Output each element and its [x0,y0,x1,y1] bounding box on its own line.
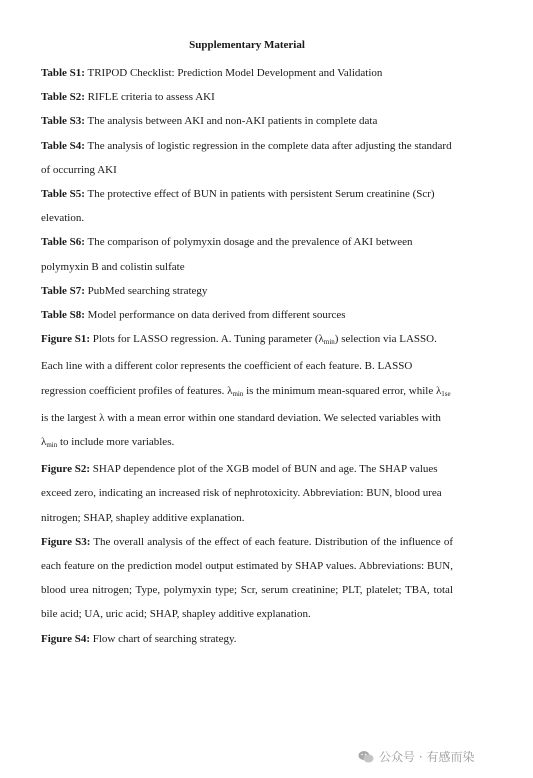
entry-label: Figure S3: [41,535,91,548]
entry-text: TRIPOD Checklist: Prediction Model Development and Validation [87,67,383,79]
entry-text: The analysis of logistic regression in the complete data after adjusting the standard of occurring AKI [41,139,452,176]
entry-label: Table S8: [41,309,85,322]
table-s3-entry [41,109,453,133]
entry-text: RIFLE criteria to assess AKI [87,91,215,104]
table-s5-entry [41,182,453,230]
figure-s1-entry [41,327,453,457]
table-s8-entry [41,303,453,327]
page-title: Supplementary Material [189,39,305,51]
entry-label: Table S2: [41,91,85,104]
lambda-subscript: 1se [441,389,451,398]
table-s2-entry [41,85,453,109]
entry-text: PubMed searching strategy [87,284,208,297]
figure-s2-entry [41,457,453,530]
entry-text: The overall analysis of the effect of each feature. Distribution of the influence of each feature on the prediction model output estimated by SHAP values. Abbreviations: BUN, blood urea nitrogen; Type, polymyxin type; Scr, serum creatinine; PLT, platelet; TBA, total bile acid; UA, uric acid; SHAP, shapley additive explanation. [41,535,453,621]
lambda-subscript: min [46,441,58,450]
entry-label: Table S6: [41,236,85,249]
table-s1-entry [41,61,453,85]
entry-text: The comparison of polymyxin dosage and the prevalence of AKI between polymyxin B and colistin sulfate [41,236,413,273]
entry-text: The protective effect of BUN in patients with persistent Serum creatinine (Scr) elevation. [41,188,435,225]
table-s6-entry [41,230,453,278]
entry-label: Table S3: [41,115,85,128]
entry-text-part: is the largest λ with a mean error within one standard deviation. We selected variables with λ [41,411,441,449]
entry-text-part: is the minimum mean-squared error, while λ [243,384,442,397]
entry-text: Flow chart of searching strategy. [92,632,237,645]
table-s4-entry [41,134,453,182]
entry-label: Table S1: [41,67,85,79]
entry-label: Figure S2: [41,463,90,476]
entry-text-part: ) selection via LASSO. Each line with a different color represents the coefficient of each feature. B. LASSO regression coefficient profiles of features. λ [41,333,437,397]
lambda-subscript: min [323,338,335,347]
entry-text: Model performance on data derived from different sources [87,309,346,322]
entry-label: Figure S4: [41,632,90,645]
wechat-icon [358,750,374,764]
document-page [41,36,453,651]
figure-s3-entry [41,530,453,627]
lambda-subscript: min [232,389,244,398]
watermark-text: 公众号 · 有感而染 [379,750,475,764]
table-s7-entry [41,279,453,303]
entry-text: SHAP dependence plot of the XGB model of BUN and age. The SHAP values exceed zero, indicating an increased risk of nephrotoxicity. Abbreviation: BUN, blood urea nitrogen; SHAP, shapley additive explanation. [41,463,442,524]
figure-s4-entry [41,627,453,651]
entry-label: Table S4: [41,139,85,152]
entry-text: The analysis between AKI and non-AKI patients in complete data [87,115,378,128]
watermark [358,748,474,765]
entry-text-part: Plots for LASSO regression. A. Tuning parameter (λ [92,333,324,346]
entry-label: Table S5: [41,188,85,201]
entry-text-part: to include more variables. [57,436,175,449]
entry-label: Table S7: [41,284,85,297]
entry-label: Figure S1: [41,333,90,346]
